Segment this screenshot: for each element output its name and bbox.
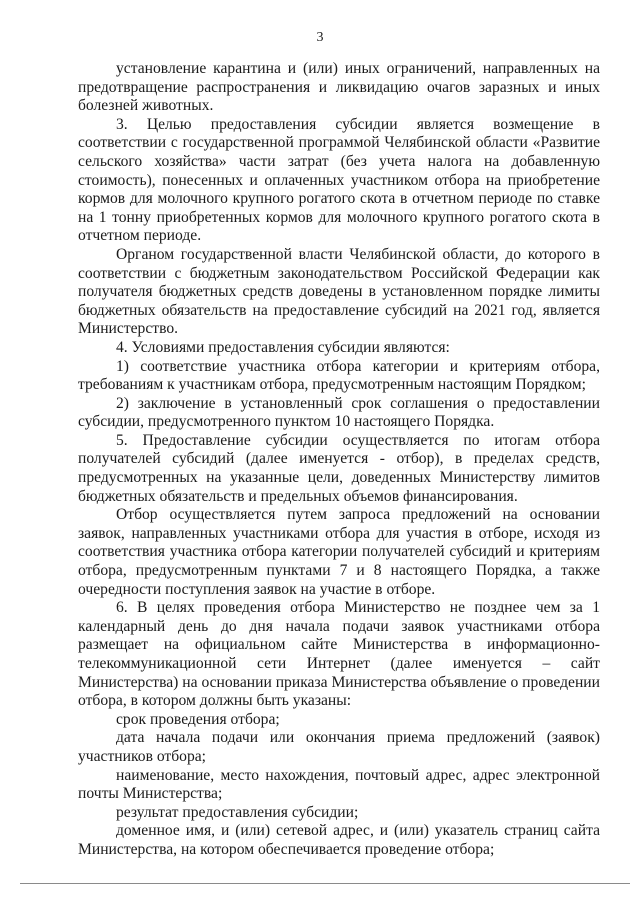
- paragraph-state-authority: Органом государственной власти Челябинской области, до которого в соответствии с бюджетным законодательством Российской Федерации как получателя бюджетных средств доведены в установленном порядке лимиты бюджетных обязательств на предоставление субсидий на 2021 год, является Министерство.: [78, 245, 600, 338]
- scan-bottom-edge: [20, 883, 630, 884]
- document-body: [78, 60, 600, 860]
- paragraph-4-condition-2: 2) заключение в установленный срок соглашения о предоставлении субсидии, предусмотренного пунктом 10 настоящего Порядка.: [78, 394, 600, 431]
- paragraph-5-selection: 5. Предоставление субсидии осуществляется по итогам отбора получателей субсидий (далее именуется - отбор), в пределах средств, предусмотренных на указанные цели, доведенных Министерству лимитов бюджетных обязательств и предельных объемов финансирования.: [78, 431, 600, 505]
- page-number: 3: [316, 30, 324, 45]
- paragraph-4-condition-1: 1) соответствие участника отбора категории и критериям отбора, требованиям к участникам отбора, предусмотренным настоящим Порядком;: [78, 357, 600, 394]
- list-item-dates: дата начала подачи или окончания приема предложений (заявок) участников отбора;: [78, 729, 600, 765]
- paragraph-3-subsidy-purpose: 3. Целью предоставления субсидии является возмещение в соответствии с государственной программой Челябинской области «Развитие сельского хозяйства» части затрат (без учета налога на добавленную стоимость), понесенных и оплаченных участником отбора на приобретение кормов для молочного крупного рогатого скота в отчетном периоде по ставке на 1 тонну приобретенных кормов для молочного крупного рогатого скота в отчетном периоде.: [78, 115, 600, 245]
- list-item-domain: доменное имя, и (или) сетевой адрес, и (или) указатель страниц сайта Министерства, на котором обеспечивается проведение отбора;: [78, 822, 600, 858]
- paragraph-4-conditions: 4. Условиями предоставления субсидии являются:: [116, 338, 450, 356]
- paragraph-quarantine-continuation: установление карантина и (или) иных ограничений, направленных на предотвращение распространения и ликвидацию очагов заразных и иных болезней животных.: [78, 60, 600, 115]
- list-item-period: срок проведения отбора;: [116, 710, 280, 728]
- list-item-result: результат предоставления субсидии;: [116, 803, 359, 821]
- paragraph-6-announcement: 6. В целях проведения отбора Министерство не позднее чем за 1 календарный день до дня начала подачи заявок участниками отбора размещает на официальном сайте Министерства в информационно-телекоммуникационной сети Интернет (далее именуется – сайт Министерства) на основании приказа Министерства объявление о проведении отбора, в котором должны быть указаны:: [78, 599, 600, 710]
- paragraph-selection-method: Отбор осуществляется путем запроса предложений на основании заявок, направленных участниками отбора для участия в отборе, исходя из соответствия участника отбора категории получателей субсидий и критериям отбора, предусмотренным пунктами 7 и 8 настоящего Порядка, а также очередности поступления заявок на участие в отборе.: [78, 506, 600, 598]
- list-item-contacts: наименование, место нахождения, почтовый адрес, адрес электронной почты Министерства;: [78, 766, 600, 803]
